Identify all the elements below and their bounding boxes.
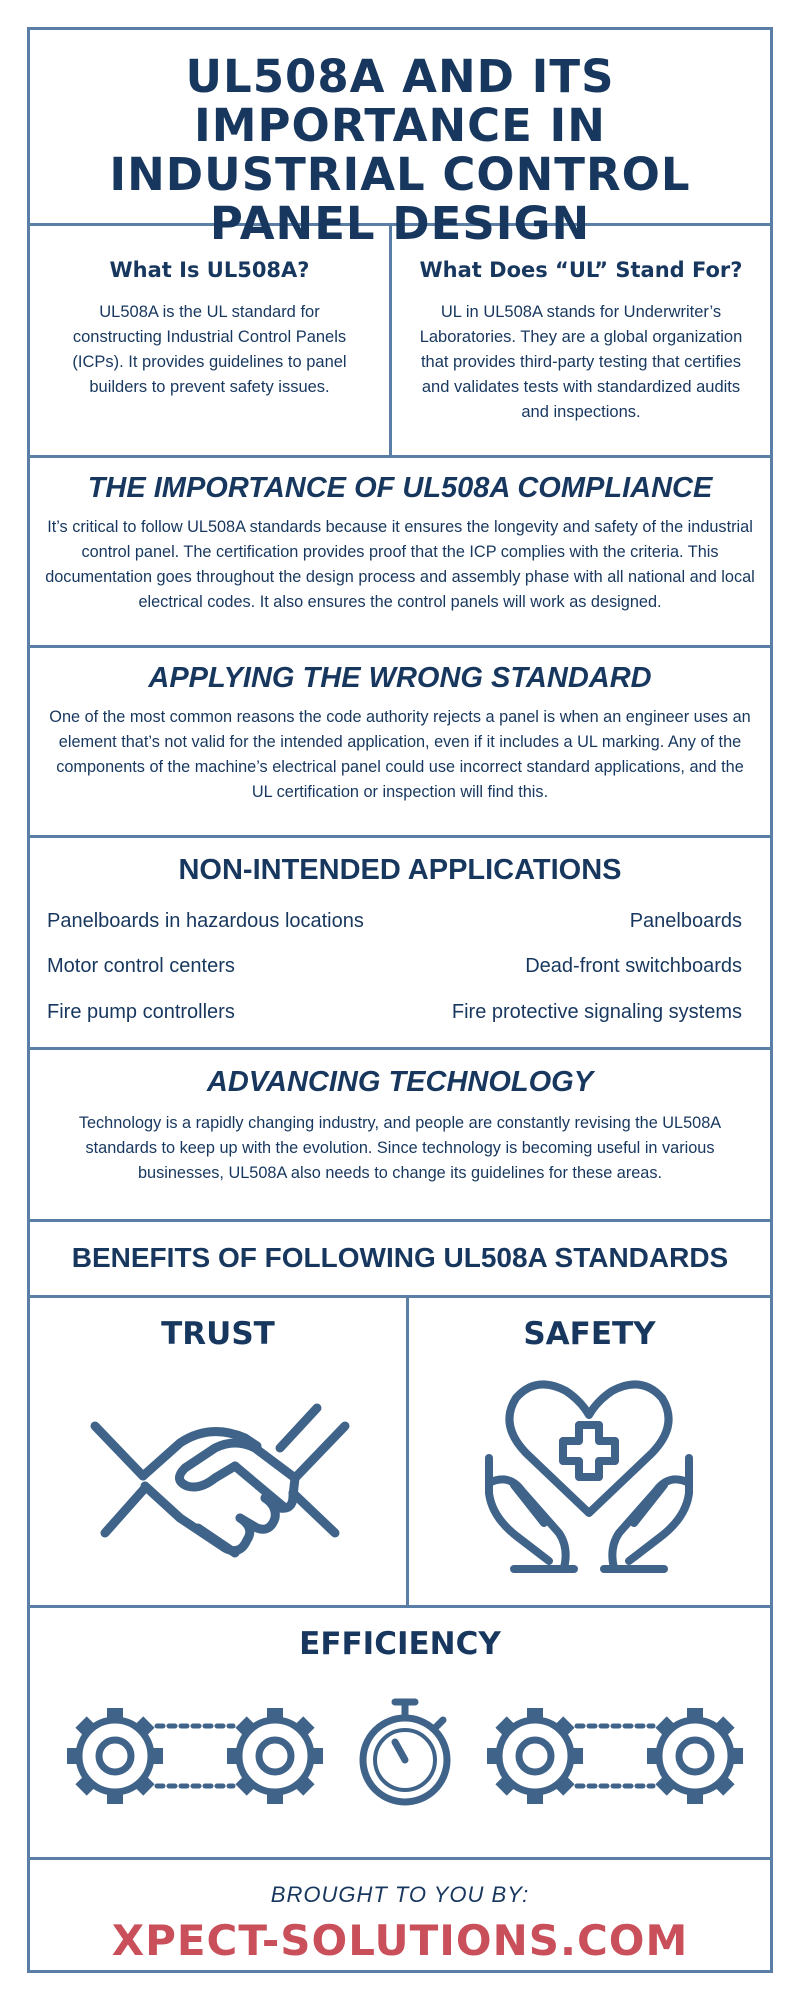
application-item: Fire protective signaling systems — [451, 1001, 742, 1023]
gears-stopwatch-icon — [65, 1688, 745, 1828]
what-is-text: UL508A is the UL standard for constructing Industrial Control Panels (ICPs). It provides guidelines to panel builders to prevent safety issues. — [72, 303, 347, 396]
efficiency-label: EFFICIENCY — [299, 1626, 501, 1662]
brought-by-label: BROUGHT TO YOU BY: — [270, 1882, 530, 1907]
site-link[interactable]: XPECT-SOLUTIONS.COM — [111, 1916, 689, 1965]
efficiency-section — [30, 1608, 770, 1860]
importance-section — [30, 458, 770, 648]
application-item: Motor control centers — [47, 955, 235, 977]
title-section — [30, 30, 770, 250]
gear-icon — [487, 1708, 583, 1804]
heart-hands-icon — [474, 1373, 704, 1573]
application-item: Dead-front switchboards — [525, 955, 742, 977]
ul-stands-text: UL in UL508A stands for Underwriter’s Laboratories. They are a global organization that provides third-party testing that certifies and validates tests with standardized audits and inspections. — [419, 303, 743, 421]
what-is-column — [30, 226, 392, 455]
application-item: Panelboards in hazardous locations — [47, 910, 364, 932]
benefits-heading-section — [30, 1222, 770, 1298]
non-intended-heading: NON-INTENDED APPLICATIONS — [178, 854, 622, 886]
trust-label: TRUST — [161, 1316, 275, 1352]
stopwatch-icon — [363, 1702, 447, 1802]
infographic-frame — [27, 27, 773, 1973]
advancing-text: Technology is a rapidly changing industry, and people are constantly revising the UL508A standards to keep up with the evolution. Since technology is becoming useful in various businesses, UL508A also needs to change its guidelines for these areas. — [78, 1114, 722, 1182]
footer-section — [30, 1860, 770, 1970]
page-title: UL508A AND ITS IMPORTANCE IN INDUSTRIAL CONTROL PANEL DESIGN — [109, 50, 691, 250]
trust-safety-section — [30, 1298, 770, 1608]
ul-stands-heading: What Does “UL” Stand For? — [419, 258, 743, 282]
safety-column — [409, 1298, 770, 1605]
application-item: Panelboards — [629, 910, 742, 932]
ul-stands-column — [392, 226, 770, 455]
gear-icon — [647, 1708, 743, 1804]
handshake-icon — [85, 1368, 355, 1568]
gear-icon — [67, 1708, 163, 1804]
gear-icon — [227, 1708, 323, 1804]
safety-label: SAFETY — [523, 1316, 656, 1352]
importance-text: It’s critical to follow UL508A standards because it ensures the longevity and safety of the industrial control panel. The certification provides proof that the ICP complies with the criteria. This documentation goes throughout the design process and assembly phase with all national and local electrical codes. It also ensures the control panels will work as designed. — [45, 518, 755, 611]
wrong-standard-heading: APPLYING THE WRONG STANDARD — [148, 662, 652, 694]
wrong-standard-text: One of the most common reasons the code authority rejects a panel is when an engineer uses an element that’s not valid for the intended application, even if it includes a UL marking. Any of the components of the machine’s electrical panel could use incorrect standard applications, and the UL certification or inspection will find this. — [49, 708, 751, 801]
advancing-section — [30, 1050, 770, 1222]
intro-section — [30, 226, 770, 458]
non-intended-section — [30, 838, 770, 1050]
application-item: Fire pump controllers — [47, 1001, 235, 1023]
trust-column — [30, 1298, 409, 1605]
benefits-heading: BENEFITS OF FOLLOWING UL508A STANDARDS — [71, 1242, 729, 1273]
advancing-heading: ADVANCING TECHNOLOGY — [206, 1066, 594, 1098]
what-is-heading: What Is UL508A? — [109, 258, 310, 282]
importance-heading: THE IMPORTANCE OF UL508A COMPLIANCE — [87, 472, 713, 504]
wrong-standard-section — [30, 648, 770, 838]
